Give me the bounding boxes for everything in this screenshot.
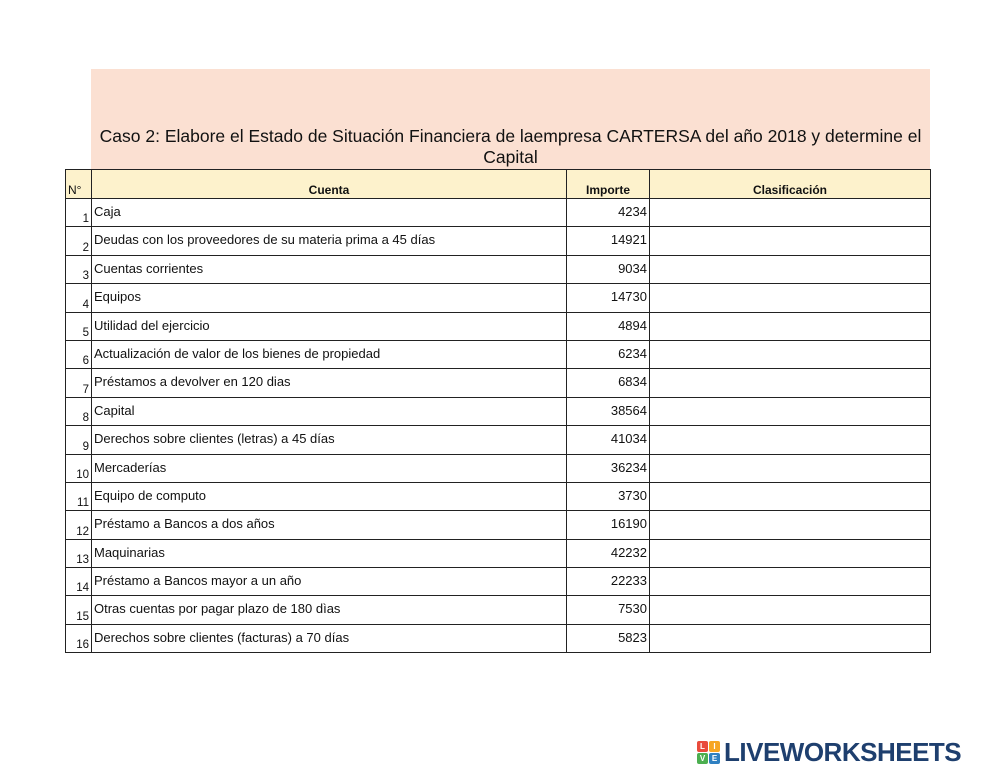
accounts-table bbox=[65, 169, 931, 653]
table-row bbox=[66, 596, 931, 624]
table-row bbox=[66, 511, 931, 539]
classification-input[interactable] bbox=[650, 454, 931, 482]
table-row bbox=[66, 369, 931, 397]
amount: 4894 bbox=[567, 312, 650, 340]
account-name: Préstamo a Bancos a dos años bbox=[92, 511, 567, 539]
amount: 5823 bbox=[567, 624, 650, 652]
logo-icon-letter: I bbox=[709, 741, 720, 752]
row-number: 16 bbox=[66, 624, 92, 652]
row-number: 8 bbox=[66, 397, 92, 425]
account-name: Otras cuentas por pagar plazo de 180 dìas bbox=[92, 596, 567, 624]
classification-input[interactable] bbox=[650, 340, 931, 368]
classification-input[interactable] bbox=[650, 539, 931, 567]
row-number: 3 bbox=[66, 255, 92, 283]
table-header-row bbox=[66, 170, 931, 199]
classification-input[interactable] bbox=[650, 369, 931, 397]
logo-icon-letter: E bbox=[709, 753, 720, 764]
amount: 36234 bbox=[567, 454, 650, 482]
row-number: 2 bbox=[66, 227, 92, 255]
account-name: Caja bbox=[92, 199, 567, 227]
table-row bbox=[66, 255, 931, 283]
amount: 14730 bbox=[567, 284, 650, 312]
account-name: Equipo de computo bbox=[92, 482, 567, 510]
account-name: Cuentas corrientes bbox=[92, 255, 567, 283]
account-name: Equipos bbox=[92, 284, 567, 312]
account-name: Préstamo a Bancos mayor a un año bbox=[92, 568, 567, 596]
classification-input[interactable] bbox=[650, 397, 931, 425]
row-number: 11 bbox=[66, 482, 92, 510]
col-header-number: N° bbox=[66, 170, 92, 199]
account-name: Mercaderías bbox=[92, 454, 567, 482]
row-number: 7 bbox=[66, 369, 92, 397]
account-name: Utilidad del ejercicio bbox=[92, 312, 567, 340]
table-row bbox=[66, 340, 931, 368]
classification-input[interactable] bbox=[650, 568, 931, 596]
row-number: 14 bbox=[66, 568, 92, 596]
amount: 6834 bbox=[567, 369, 650, 397]
row-number: 12 bbox=[66, 511, 92, 539]
table-row bbox=[66, 397, 931, 425]
table-row bbox=[66, 426, 931, 454]
amount: 7530 bbox=[567, 596, 650, 624]
row-number: 9 bbox=[66, 426, 92, 454]
row-number: 13 bbox=[66, 539, 92, 567]
col-header-cuenta: Cuenta bbox=[92, 170, 567, 199]
amount: 41034 bbox=[567, 426, 650, 454]
classification-input[interactable] bbox=[650, 511, 931, 539]
amount: 14921 bbox=[567, 227, 650, 255]
table-row bbox=[66, 482, 931, 510]
classification-input[interactable] bbox=[650, 482, 931, 510]
table-row bbox=[66, 568, 931, 596]
amount: 38564 bbox=[567, 397, 650, 425]
amount: 9034 bbox=[567, 255, 650, 283]
row-number: 1 bbox=[66, 199, 92, 227]
account-name: Deudas con los proveedores de su materia prima a 45 días bbox=[92, 227, 567, 255]
row-number: 4 bbox=[66, 284, 92, 312]
table-row bbox=[66, 227, 931, 255]
col-header-clasificacion: Clasificación bbox=[650, 170, 931, 199]
col-header-importe: Importe bbox=[567, 170, 650, 199]
page-title: Caso 2: Elabore el Estado de Situación Financiera de laempresa CARTERSA del año 2018 y determine el Capital bbox=[99, 126, 922, 167]
table-row bbox=[66, 624, 931, 652]
account-name: Actualización de valor de los bienes de propiedad bbox=[92, 340, 567, 368]
amount: 16190 bbox=[567, 511, 650, 539]
classification-input[interactable] bbox=[650, 426, 931, 454]
classification-input[interactable] bbox=[650, 624, 931, 652]
amount: 42232 bbox=[567, 539, 650, 567]
account-name: Derechos sobre clientes (facturas) a 70 días bbox=[92, 624, 567, 652]
account-name: Maquinarias bbox=[92, 539, 567, 567]
account-name: Derechos sobre clientes (letras) a 45 días bbox=[92, 426, 567, 454]
row-number: 5 bbox=[66, 312, 92, 340]
logo-icon bbox=[697, 741, 720, 764]
amount: 6234 bbox=[567, 340, 650, 368]
row-number: 10 bbox=[66, 454, 92, 482]
account-name: Préstamos a devolver en 120 dias bbox=[92, 369, 567, 397]
classification-input[interactable] bbox=[650, 227, 931, 255]
classification-input[interactable] bbox=[650, 255, 931, 283]
table-row bbox=[66, 284, 931, 312]
classification-input[interactable] bbox=[650, 199, 931, 227]
amount: 4234 bbox=[567, 199, 650, 227]
table-row bbox=[66, 312, 931, 340]
table-row bbox=[66, 539, 931, 567]
account-name: Capital bbox=[92, 397, 567, 425]
amount: 3730 bbox=[567, 482, 650, 510]
row-number: 6 bbox=[66, 340, 92, 368]
classification-input[interactable] bbox=[650, 312, 931, 340]
classification-input[interactable] bbox=[650, 596, 931, 624]
amount: 22233 bbox=[567, 568, 650, 596]
table-row bbox=[66, 454, 931, 482]
liveworksheets-logo bbox=[697, 736, 962, 767]
table-row bbox=[66, 199, 931, 227]
classification-input[interactable] bbox=[650, 284, 931, 312]
row-number: 15 bbox=[66, 596, 92, 624]
logo-icon-letter: L bbox=[697, 741, 708, 752]
logo-icon-letter: V bbox=[697, 753, 708, 764]
logo-text: LIVEWORKSHEETS bbox=[724, 736, 962, 767]
